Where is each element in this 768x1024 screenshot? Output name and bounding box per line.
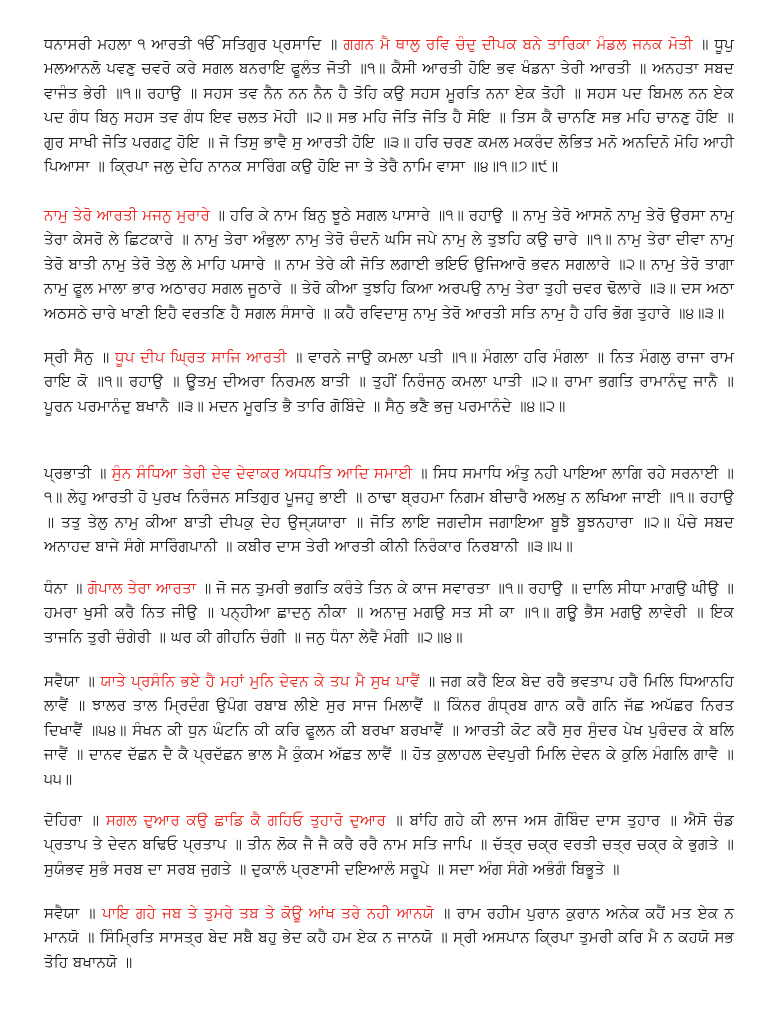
- stanza-4-highlight: ਸੁੰਨ ਸੰਧਿਆ ਤੇਰੀ ਦੇਵ ਦੇਵਾਕਰ ਅਧਪਤਿ ਆਦਿ ਸਮਾਈ: [111, 464, 413, 482]
- stanza-1-heading: ਧਨਾਸਰੀ ਮਹਲਾ ੧ ਆਰਤੀ ੴ ਸਤਿਗੁਰ ਪ੍ਰਸਾਦਿ ॥: [44, 35, 344, 53]
- stanza-3-highlight: ਧੂਪ ਦੀਪ ਘ੍ਰਿਤ ਸਾਜਿ ਆਰਤੀ: [115, 348, 287, 366]
- aarti-stanza-3: [44, 345, 734, 418]
- stanza-8-body: ॥ ਰਾਮ ਰਹੀਮ ਪੁਰਾਨ ਕੁਰਾਨ ਅਨੇਕ ਕਹੈਂ ਮਤ ਏਕ ਨ ਮਾਨਯੋ ॥ ਸਿੰਮ੍ਰਿਤਿ ਸਾਸਤ੍ਰ ਬੇਦ ਸਬੈ ਬਹੁ ਭੇਦ ਕਹੈ ਹਮ ਏਕ ਨ ਜਾਨਯੋ ॥ ਸ੍ਰੀ ਅਸਪਾਨ ਕ੍ਰਿਪਾ ਤੁਮਰੀ ਕਰਿ ਮੈ ਨ ਕਹਯੋ ਸਭ ਤੋਹਿ ਬਖਾਨਯੋ ॥: [44, 904, 735, 971]
- aarti-stanza-4: [44, 461, 734, 559]
- stanza-4-heading: ਪ੍ਰਭਾਤੀ ॥: [44, 464, 112, 482]
- stanza-6-heading: ਸਵੈਯਾ ॥: [44, 672, 101, 690]
- stanza-8-highlight: ਪਾਇ ਗਹੇ ਜਬ ਤੇ ਤੁਮਰੇ ਤਬ ਤੇ ਕੋਊ ਆਂਖ ਤਰੇ ਨਹੀ ਆਨਯੋ: [102, 904, 434, 922]
- stanza-2-body: ॥ ਹਰਿ ਕੇ ਨਾਮ ਬਿਨੁ ਝੂਠੇ ਸਗਲ ਪਾਸਾਰੇ ॥੧॥ ਰਹਾਉ ॥ ਨਾਮੁ ਤੇਰੋ ਆਸਨੋ ਨਾਮੁ ਤੇਰੋ ਉਰਸਾ ਨਾਮੁ ਤੇਰਾ ਕੇਸਰੋ ਲੇ ਛਿਟਕਾਰੇ ॥ ਨਾਮੁ ਤੇਰਾ ਅੰਭੁਲਾ ਨਾਮੁ ਤੇਰੋ ਚੰਦਨੋ ਘਸਿ ਜਪੇ ਨਾਮੁ ਲੇ ਤੁਝਹਿ ਕਉ ਚਾਰੇ ॥੧॥ ਨਾਮੁ ਤੇਰਾ ਦੀਵਾ ਨਾਮੁ ਤੇਰੋ ਬਾਤੀ ਨਾਮੁ ਤੇਰੋ ਤੇਲੁ ਲੇ ਮਾਹਿ ਪਸਾਰੇ ॥ ਨਾਮ ਤੇਰੇ ਕੀ ਜੋਤਿ ਲਗਾਈ ਭਇਓ ਉਜਿਆਰੋ ਭਵਨ ਸਗਲਾਰੇ ॥੨॥ ਨਾਮੁ ਤੇਰੋ ਤਾਗਾ ਨਾਮੁ ਫੂਲ ਮਾਲਾ ਭਾਰ ਅਠਾਰਹ ਸਗਲ ਜੂਠਾਰੇ ॥ ਤੇਰੋ ਕੀਆ ਤੁਝਹਿ ਕਿਆ ਅਰਪਉ ਨਾਮੁ ਤੇਰਾ ਤੁਹੀ ਚਵਰ ਢੋਲਾਰੇ ॥੩॥ ਦਸ ਅਠਾ ਅਠਸਠੇ ਚਾਰੇ ਖਾਣੀ ਇਹੈ ਵਰਤਣਿ ਹੈ ਸਗਲ ਸੰਸਾਰੇ ॥ ਕਹੈ ਰਵਿਦਾਸੁ ਨਾਮੁ ਤੇਰੋ ਆਰਤੀ ਸਤਿ ਨਾਮੁ ਹੈ ਹਰਿ ਭੋਗ ਤੁਹਾਰੇ ॥੪॥੩॥: [44, 206, 734, 322]
- stanza-1-body: ॥ ਧੂਪੁ ਮਲਆਨਲੋ ਪਵਣੁ ਚਵਰੋ ਕਰੇ ਸਗਲ ਬਨਰਾਇ ਫੂਲੰਤ ਜੋਤੀ ॥੧॥ ਕੈਸੀ ਆਰਤੀ ਹੋਇ ਭਵ ਖੰਡਨਾ ਤੇਰੀ ਆਰਤੀ ॥ ਅਨਹਤਾ ਸਬਦ ਵਾਜੰਤ ਭੇਰੀ ॥੧॥ ਰਹਾਉ ॥ ਸਹਸ ਤਵ ਨੈਨ ਨਨ ਨੈਨ ਹੈ ਤੋਹਿ ਕਉ ਸਹਸ ਮੂਰਤਿ ਨਨਾ ਏਕ ਤੋਹੀ ॥ ਸਹਸ ਪਦ ਬਿਮਲ ਨਨ ਏਕ ਪਦ ਗੰਧ ਬਿਨੁ ਸਹਸ ਤਵ ਗੰਧ ਇਵ ਚਲਤ ਮੋਹੀ ॥੨॥ ਸਭ ਮਹਿ ਜੋਤਿ ਜੋਤਿ ਹੈ ਸੋਇ ॥ ਤਿਸ ਕੈ ਚਾਨਣਿ ਸਭ ਮਹਿ ਚਾਨਣੁ ਹੋਇ ॥ ਗੁਰ ਸਾਖੀ ਜੋਤਿ ਪਰਗਟੁ ਹੋਇ ॥ ਜੋ ਤਿਸੁ ਭਾਵੈ ਸੁ ਆਰਤੀ ਹੋਇ ॥੩॥ ਹਰਿ ਚਰਣ ਕਮਲ ਮਕਰੰਦ ਲੋਭਿਤ ਮਨੋ ਅਨਦਿਨੋ ਮੋਹਿ ਆਹੀ ਪਿਆਸਾ ॥ ਕ੍ਰਿਪਾ ਜਲੁ ਦੇਹਿ ਨਾਨਕ ਸਾਰਿੰਗ ਕਉ ਹੋਇ ਜਾ ਤੇ ਤੇਰੈ ਨਾਮਿ ਵਾਸਾ ॥੪॥੧॥੭॥੯॥: [44, 35, 734, 176]
- stanza-4-body: ॥ ਸਿਧ ਸਮਾਧਿ ਅੰਤੁ ਨਹੀ ਪਾਇਆ ਲਾਗਿ ਰਹੇ ਸਰਨਾਈ ॥੧॥ ਲੇਹੁ ਆਰਤੀ ਹੋ ਪੁਰਖ ਨਿਰੰਜਨ ਸਤਿਗੁਰ ਪੂਜਹੁ ਭਾਈ ॥ ਠਾਢਾ ਬ੍ਰਹਮਾ ਨਿਗਮ ਬੀਚਾਰੈ ਅਲਖੁ ਨ ਲਖਿਆ ਜਾਈ ॥੧॥ ਰਹਾਉ ॥ ਤਤੁ ਤੇਲੁ ਨਾਮੁ ਕੀਆ ਬਾਤੀ ਦੀਪਕੁ ਦੇਹ ਉਜ੍ਯ੍ਯਾਰਾ ॥ ਜੋਤਿ ਲਾਇ ਜਗਦੀਸ ਜਗਾਇਆ ਬੂਝੈ ਬੂਝਨਹਾਰਾ ॥੨॥ ਪੰਚੇ ਸਬਦ ਅਨਾਹਦ ਬਾਜੇ ਸੰਗੇ ਸਾਰਿੰਗਪਾਨੀ ॥ ਕਬੀਰ ਦਾਸ ਤੇਰੀ ਆਰਤੀ ਕੀਨੀ ਨਿਰੰਕਾਰ ਨਿਰਬਾਨੀ ॥੩॥੫॥: [44, 464, 735, 556]
- stanza-1-highlight: ਗਗਨ ਮੈ ਥਾਲੁ ਰਵਿ ਚੰਦੁ ਦੀਪਕ ਬਨੇ ਤਾਰਿਕਾ ਮੰਡਲ ਜਨਕ ਮੋਤੀ: [343, 35, 693, 53]
- aarti-stanza-6: [44, 669, 734, 791]
- aarti-stanza-1: [44, 32, 734, 178]
- stanza-7-body: ॥ ਬਾਂਹਿ ਗਹੇ ਕੀ ਲਾਜ ਅਸ ਗੋਬਿੰਦ ਦਾਸ ਤੁਹਾਰ ॥ ਐਸੋ ਚੰਡ ਪ੍ਰਤਾਪ ਤੇ ਦੇਵਨ ਬਢਿਓ ਪ੍ਰਤਾਪ ॥ ਤੀਨ ਲੋਕ ਜੈ ਜੈ ਕਰੈ ਰਰੈ ਨਾਮ ਸਤਿ ਜਾਪਿ ॥ ਚੱਤ੍ਰ ਚਕ੍ਰ ਵਰਤੀ ਚਤ੍ਰ ਚਕ੍ਰ ਕੇ ਭੁਗਤੇ ॥ ਸੁਯੰਭਵ ਸੁਭੰ ਸਰਬ ਦਾ ਸਰਬ ਜੁਗਤੇ ॥ ਦੁਕਾਲੰ ਪ੍ਰਣਾਸੀ ਦਇਆਲੰ ਸਰੂਪੇ ॥ ਸਦਾ ਅੰਗ ਸੰਗੇ ਅਭੰਗੰ ਬਿਭੂਤੇ ॥: [44, 811, 734, 878]
- stanza-8-heading: ਸਵੈਯਾ ॥: [44, 904, 103, 922]
- stanza-5-body: ॥ ਜੋ ਜਨ ਤੁਮਰੀ ਭਗਤਿ ਕਰੰਤੇ ਤਿਨ ਕੇ ਕਾਜ ਸਵਾਰਤਾ ॥੧॥ ਰਹਾਉ ॥ ਦਾਲਿ ਸੀਧਾ ਮਾਗਉ ਘੀਉ ॥ ਹਮਰਾ ਖੁਸੀ ਕਰੈ ਨਿਤ ਜੀਉ ॥ ਪਨ੍ਹੀਆ ਛਾਦਨੁ ਨੀਕਾ ॥ ਅਨਾਜੁ ਮਗਉ ਸਤ ਸੀ ਕਾ ॥੧॥ ਗਊ ਭੈਸ ਮਗਉ ਲਾਵੇਰੀ ॥ ਇਕ ਤਾਜਨਿ ਤੁਰੀ ਚੰਗੇਰੀ ॥ ਘਰ ਕੀ ਗੀਹਨਿ ਚੰਗੀ ॥ ਜਨੁ ਧੰਨਾ ਲੇਵੈ ਮੰਗੀ ॥੨॥੪॥: [44, 579, 734, 646]
- stanza-2-highlight: ਨਾਮੁ ਤੇਰੋ ਆਰਤੀ ਮਜਨੁ ਮੁਰਾਰੇ: [44, 206, 210, 224]
- stanza-3-body: ॥ ਵਾਰਨੇ ਜਾਉ ਕਮਲਾ ਪਤੀ ॥੧॥ ਮੰਗਲਾ ਹਰਿ ਮੰਗਲਾ ॥ ਨਿਤ ਮੰਗਲੁ ਰਾਜਾ ਰਾਮ ਰਾਇ ਕੋ ॥੧॥ ਰਹਾਉ ॥ ਊਤਮੁ ਦੀਅਰਾ ਨਿਰਮਲ ਬਾਤੀ ॥ ਤੁਹੀਂ ਨਿਰੰਜਨੁ ਕਮਲਾ ਪਾਤੀ ॥੨॥ ਰਾਮਾ ਭਗਤਿ ਰਾਮਾਨੰਦੁ ਜਾਨੈ ॥ ਪੂਰਨ ਪਰਮਾਨੰਦੁ ਬਖਾਨੈ ॥੩॥ ਮਦਨ ਮੂਰਤਿ ਭੈ ਤਾਰਿ ਗੋਬਿੰਦੇ ॥ ਸੈਨੁ ਭਣੈ ਭਜੁ ਪਰਮਾਨੰਦੇ ॥੪॥੨॥: [44, 348, 734, 415]
- aarti-stanza-8: [44, 901, 734, 974]
- aarti-stanza-7: [44, 808, 734, 881]
- stanza-5-highlight: ਗੋਪਾਲ ਤੇਰਾ ਆਰਤਾ: [87, 579, 197, 597]
- stanza-6-highlight: ਯਾਤੇ ਪ੍ਰਸੰਨਿ ਭਏ ਹੈ ਮਹਾਂ ਮੁਨਿ ਦੇਵਨ ਕੇ ਤਪ ਮੈ ਸੁਖ ਪਾਵੈਂ: [100, 672, 420, 690]
- stanza-3-heading: ਸ੍ਰੀ ਸੈਨੁ ॥: [44, 348, 116, 366]
- stanza-7-heading: ਦੋਹਿਰਾ ॥: [44, 811, 106, 829]
- stanza-7-highlight: ਸਗਲ ਦੁਆਰ ਕਉ ਛਾਡਿ ਕੈ ਗਹਿਓ ਤੁਹਾਰੋ ਦੁਆਰ: [105, 811, 386, 829]
- aarti-stanza-2: [44, 203, 734, 325]
- stanza-6-body: ॥ ਜਗ ਕਰੈ ਇਕ ਬੇਦ ਰਰੈ ਭਵਤਾਪ ਹਰੈ ਮਿਲਿ ਧਿਆਨਹਿ ਲਾਵੈਂ ॥ ਝਾਲਰ ਤਾਲ ਮ੍ਰਿਦੰਗ ਉਪੰਗ ਰਬਾਬ ਲੀਏ ਸੁਰ ਸਾਜ ਮਿਲਾਵੈਂ ॥ ਕਿੰਨਰ ਗੰਧ੍ਰਬ ਗਾਨ ਕਰੈ ਗਨਿ ਜੱਛ ਅਪੱਛਰ ਨਿਰਤ ਦਿਖਾਵੈਂ ॥੫੪॥ ਸੰਖਨ ਕੀ ਧੁਨ ਘੰਟਨਿ ਕੀ ਕਰਿ ਫੂਲਨ ਕੀ ਬਰਖਾ ਬਰਖਾਵੈਂ ॥ ਆਰਤੀ ਕੋਟ ਕਰੈ ਸੁਰ ਸੁੰਦਰ ਪੇਖ ਪੁਰੰਦਰ ਕੇ ਬਲਿ ਜਾਵੈਂ ॥ ਦਾਨਵ ਦੱਛਨ ਦੈ ਕੈ ਪ੍ਰਦੱਛਨ ਭਾਲ ਮੈ ਕੁੰਕਮ ਅੱਛਤ ਲਾਵੈਂ ॥ ਹੋਤ ਕੁਲਾਹਲ ਦੇਵਪੁਰੀ ਮਿਲਿ ਦੇਵਨ ਕੇ ਕੁਲਿ ਮੰਗਲਿ ਗਾਵੈ ॥੫੫॥: [44, 672, 734, 788]
- stanza-5-heading: ਧੰਨਾ ॥: [44, 579, 88, 597]
- aarti-stanza-5: [44, 576, 734, 649]
